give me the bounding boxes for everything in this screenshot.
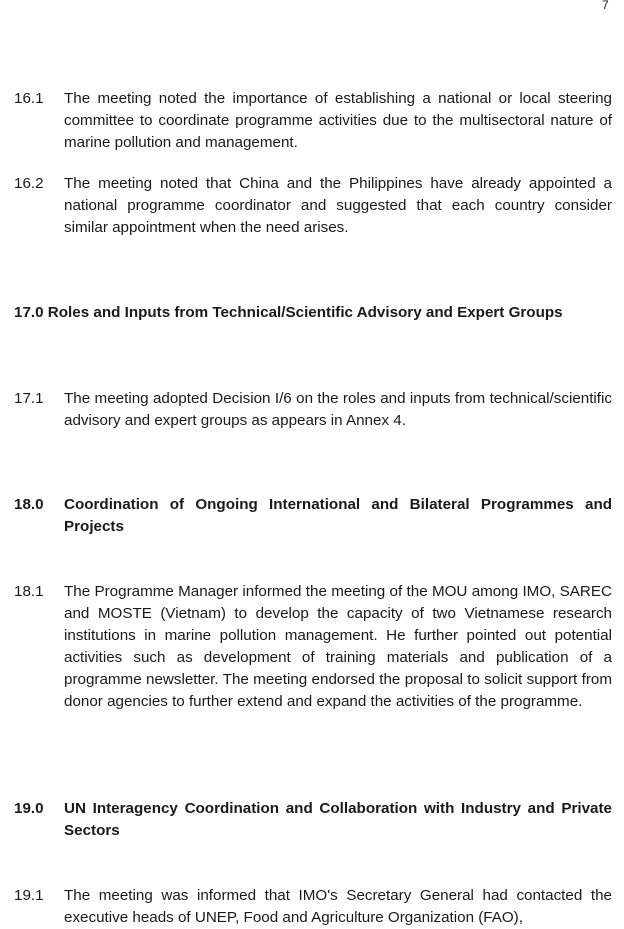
paragraph-number: 19.1 — [14, 887, 44, 904]
paragraph-16-1 — [14, 88, 612, 154]
paragraph-number: 16.1 — [14, 90, 44, 107]
section-heading-17 — [14, 302, 612, 324]
section-number: 17.0 — [14, 304, 44, 321]
paragraph-text: The Programme Manager informed the meeting of the MOU among IMO, SAREC and MOSTE (Vietnam) to develop the capacity of two Vietnamese research institutions in marine pollution management. He further pointed out potential activities such as development of training materials and publication of a programme newsletter. The meeting endorsed the proposal to solicit support from donor agencies to further extend and expand the activities of the programme. — [64, 583, 612, 710]
paragraph-number: 18.1 — [14, 583, 44, 600]
section-number: 19.0 — [14, 800, 44, 817]
paragraph-number: 17.1 — [14, 390, 44, 407]
paragraph-17-1 — [14, 388, 612, 432]
page-number: 7 — [602, 0, 609, 12]
paragraph-16-2 — [14, 173, 612, 239]
paragraph-text: The meeting was informed that IMO's Secretary General had contacted the executive heads of UNEP, Food and Agriculture Organization (FAO), — [64, 887, 612, 926]
paragraph-text: The meeting adopted Decision I/6 on the roles and inputs from technical/scientific advisory and expert groups as appears in Annex 4. — [64, 390, 612, 429]
section-heading-18 — [14, 494, 612, 538]
section-number: 18.0 — [14, 496, 44, 513]
paragraph-text: The meeting noted the importance of establishing a national or local steering committee to coordinate programme activities due to the multisectoral nature of marine pollution and management. — [64, 90, 612, 151]
section-heading-19 — [14, 798, 612, 842]
paragraph-number: 16.2 — [14, 175, 44, 192]
paragraph-18-1 — [14, 581, 612, 713]
paragraph-19-1 — [14, 885, 612, 929]
section-title: UN Interagency Coordination and Collaboration with Industry and Private Sectors — [64, 800, 612, 839]
section-title: Roles and Inputs from Technical/Scientific Advisory and Expert Groups — [47, 304, 563, 321]
paragraph-text: The meeting noted that China and the Philippines have already appointed a national programme coordinator and suggested that each country consider similar appointment when the need arises. — [64, 175, 612, 236]
section-title: Coordination of Ongoing International and Bilateral Programmes and Projects — [64, 496, 612, 535]
